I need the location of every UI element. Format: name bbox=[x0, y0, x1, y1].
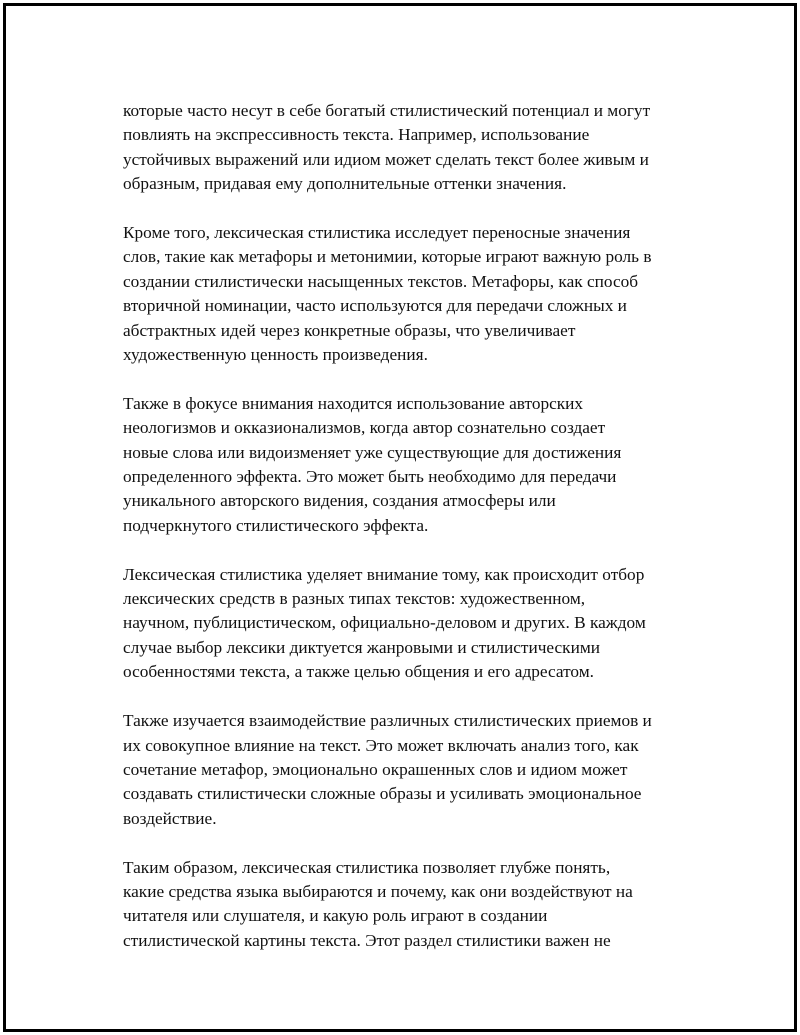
text-line: абстрактных идей через конкретные образы, что увеличивает bbox=[123, 320, 576, 340]
text-line: определенного эффекта. Это может быть необходимо для передачи bbox=[123, 467, 617, 487]
text-line: их совокупное влияние на текст. Это может включать анализ того, как bbox=[123, 735, 639, 755]
text-line: воздействие. bbox=[123, 808, 217, 828]
text-line: Также в фокусе внимания находится использование авторских bbox=[123, 393, 584, 413]
text-line: неологизмов и окказионализмов, когда автор сознательно создает bbox=[123, 418, 606, 438]
text-line: Кроме того, лексическая стилистика исследует переносные значения bbox=[123, 223, 631, 243]
text-line: читателя или слушателя, и какую роль играют в создании bbox=[123, 906, 548, 926]
document-body bbox=[123, 99, 703, 978]
text-line: создавать стилистически сложные образы и усиливать эмоциональное bbox=[123, 784, 642, 804]
text-line: лексических средств в разных типах текстов: художественном, bbox=[123, 589, 586, 609]
paragraph-1 bbox=[123, 99, 703, 197]
text-line: которые часто несут в себе богатый стилистический потенциал и могут bbox=[123, 101, 651, 120]
paragraph-3 bbox=[123, 392, 703, 538]
text-line: устойчивых выражений или идиом может сделать текст более живым и bbox=[123, 149, 649, 169]
page-frame bbox=[3, 3, 797, 1032]
text-line: образным, придавая ему дополнительные оттенки значения. bbox=[123, 174, 567, 194]
paragraph-5 bbox=[123, 709, 703, 831]
text-line: слов, такие как метафоры и метонимии, которые играют важную роль в bbox=[123, 247, 652, 267]
text-line: сочетание метафор, эмоционально окрашенных слов и идиом может bbox=[123, 759, 628, 779]
paragraph-4 bbox=[123, 563, 703, 685]
text-line: Лексическая стилистика уделяет внимание тому, как происходит отбор bbox=[123, 564, 645, 584]
text-line: вторичной номинации, часто используются для передачи сложных и bbox=[123, 296, 627, 316]
text-line: новые слова или видоизменяет уже существующие для достижения bbox=[123, 442, 622, 462]
text-line: Также изучается взаимодействие различных стилистических приемов и bbox=[123, 711, 652, 731]
text-line: создании стилистически насыщенных текстов. Метафоры, как способ bbox=[123, 271, 639, 291]
text-line: особенностями текста, а также целью общения и его адресатом. bbox=[123, 662, 594, 682]
text-line: подчеркнутого стилистического эффекта. bbox=[123, 515, 429, 535]
text-line: Таким образом, лексическая стилистика позволяет глубже понять, bbox=[123, 857, 611, 877]
text-line: научном, публицистическом, официально-деловом и других. В каждом bbox=[123, 613, 646, 633]
text-line: художественную ценность произведения. bbox=[123, 345, 428, 365]
paragraph-6 bbox=[123, 856, 703, 954]
text-line: какие средства языка выбираются и почему, как они воздействуют на bbox=[123, 881, 633, 901]
text-line: повлиять на экспрессивность текста. Например, использование bbox=[123, 125, 590, 145]
text-line: случае выбор лексики диктуется жанровыми и стилистическими bbox=[123, 637, 600, 657]
text-line: стилистической картины текста. Этот раздел стилистики важен не bbox=[123, 930, 611, 950]
text-line: уникального авторского видения, создания атмосферы или bbox=[123, 491, 556, 511]
paragraph-2 bbox=[123, 221, 703, 367]
